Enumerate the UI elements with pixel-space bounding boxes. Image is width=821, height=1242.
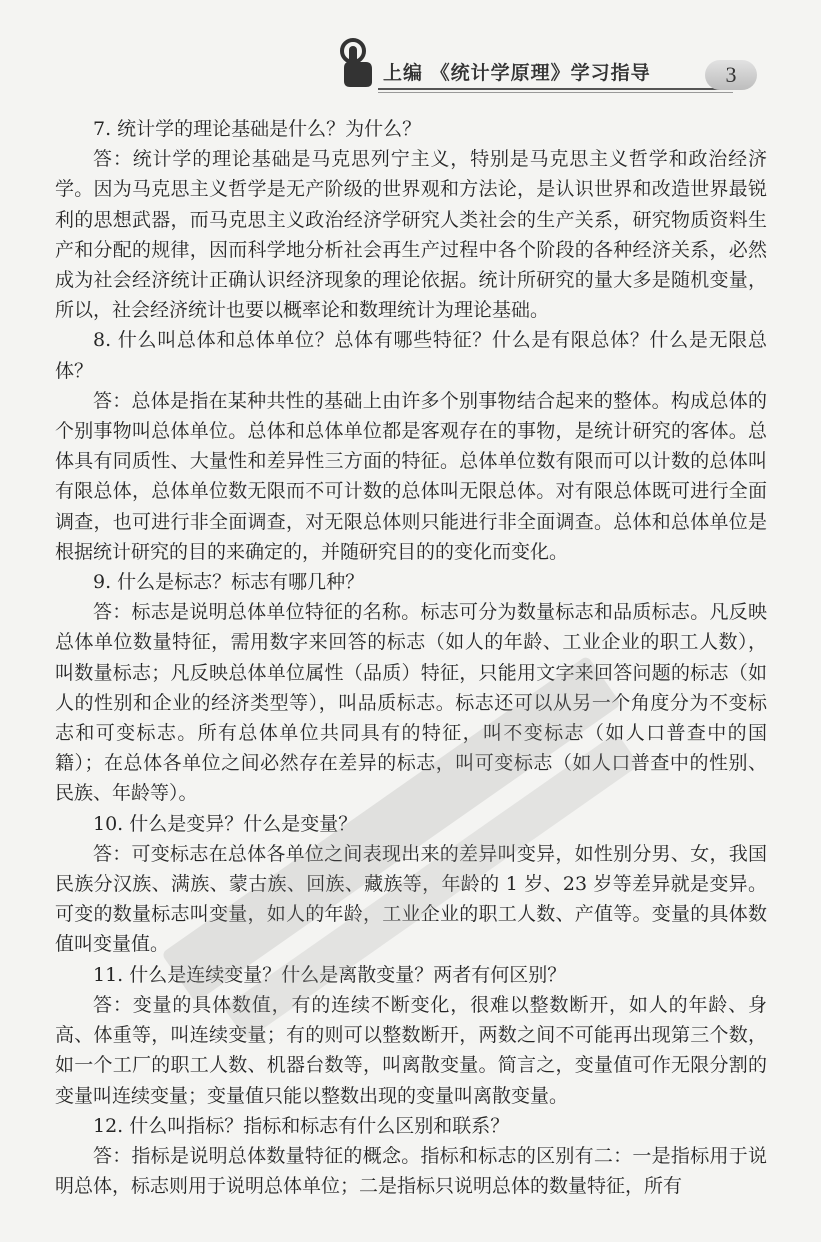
question-8: 8. 什么叫总体和总体单位？总体有哪些特征？什么是有限总体？什么是无限总体？ [55, 329, 767, 382]
pointing-hand-logo-icon [336, 38, 376, 88]
header-rule [378, 88, 733, 90]
question-7: 7. 统计学的理论基础是什么？为什么？ [93, 118, 422, 140]
running-header-title: 上编 《统计学原理》学习指导 [383, 62, 651, 84]
answer-12: 答：指标是说明总体数量特征的概念。指标和标志的区别有二：一是指标用于说明总体，标志则用于说明总体单位；二是指标只说明总体的数量特征，所有 [55, 1144, 767, 1198]
answer-11: 答：变量的具体数值，有的连续不断变化，很难以整数断开，如人的年龄、身高、体重等，叫连续变量；有的则可以整数断开，两数之间不可能再出现第三个数，如一个工厂的职工人数、机器台数等，叫离散变量。简言之，变量值可作无限分割的变量叫连续变量；变量值只能以整数出现的变量叫离散变量。 [55, 993, 767, 1107]
question-9: 9. 什么是标志？标志有哪几种？ [93, 571, 365, 594]
question-11: 11. 什么是连续变量？什么是离散变量？两者有何区别？ [93, 963, 567, 986]
answer-10: 答：可变标志在总体各单位之间表现出来的差异叫变异，如性别分男、女，我国民族分汉族、满族、蒙古族、回族、藏族等，年龄的 1 岁、23 岁等差异就是变异。可变的数量标志叫变量，如人的年龄，工业企业的职工人数、产值等。变量的具体数值叫变量值。 [55, 842, 767, 956]
page-header [0, 0, 821, 100]
page-number: 3 [705, 60, 757, 90]
question-12: 12. 什么叫指标？指标和标志有什么区别和联系？ [93, 1114, 510, 1137]
page-body [55, 114, 767, 1201]
answer-7: 答：统计学的理论基础是马克思列宁主义，特别是马克思主义哲学和政治经济学。因为马克思主义哲学是无产阶级的世界观和方法论，是认识世界和改造世界最锐利的思想武器，而马克思主义政治经济学研究人类社会的生产关系，研究物质资料生产和分配的规律，因而科学地分析社会再生产过程中各个阶段的各种经济关系，必然成为社会经济统计正确认识经济现象的理论依据。统计所研究的量大多是随机变量，所以，社会经济统计也要以概率论和数理统计为理论基础。 [55, 148, 767, 322]
header-rule-thin [378, 92, 733, 93]
answer-8: 答：总体是指在某种共性的基础上由许多个别事物结合起来的整体。构成总体的个别事物叫总体单位。总体和总体单位都是客观存在的事物，是统计研究的客体。总体具有同质性、大量性和差异性三方面的特征。总体单位数有限而可以计数的总体叫有限总体，总体单位数无限而不可计数的总体叫无限总体。对有限总体既可进行全面调查，也可进行非全面调查，对无限总体则只能进行非全面调查。总体和总体单位是根据统计研究的目的来确定的，并随研究目的的变化而变化。 [55, 389, 767, 563]
question-10: 10. 什么是变异？什么是变量？ [93, 812, 358, 835]
answer-9: 答：标志是说明总体单位特征的名称。标志可分为数量标志和品质标志。凡反映总体单位数量特征，需用数字来回答的标志（如人的年龄、工业企业的职工人数），叫数量标志；凡反映总体单位属性（品质）特征，只能用文字来回答问题的标志（如人的性别和企业的经济类型等），叫品质标志。标志还可以从另一个角度分为不变标志和可变标志。所有总体单位共同具有的特征，叫不变标志（如人口普查中的国籍）；在总体各单位之间必然存在差异的标志，叫可变标志（如人口普查中的性别、民族、年龄等）。 [55, 601, 767, 805]
